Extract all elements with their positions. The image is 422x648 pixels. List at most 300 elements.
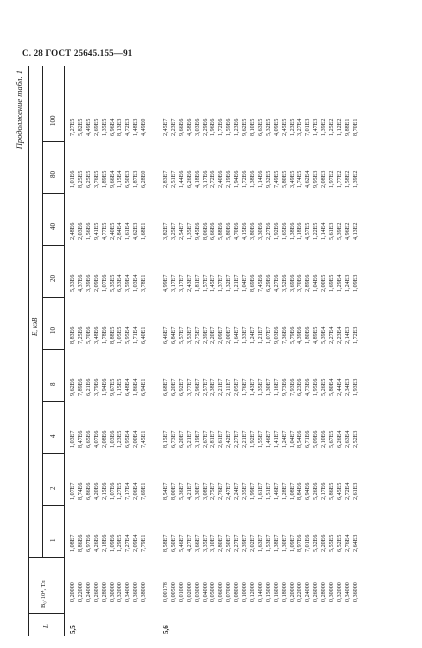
energy-value-column bbox=[70, 327, 149, 344]
table-cell: 2,51E7 bbox=[170, 170, 177, 188]
table-cell: 1,07E7 bbox=[70, 482, 76, 500]
table-cell: 2,14E3 bbox=[344, 326, 351, 344]
table-cell: 2,34E3 bbox=[344, 378, 351, 396]
table-cell: 9,41E5 bbox=[93, 222, 100, 240]
table-cell: 2,63E4 bbox=[344, 430, 351, 448]
table-cell: 5,67E5 bbox=[329, 430, 336, 448]
table-cell: 1,27E5 bbox=[117, 482, 124, 500]
table-cell: 6,71E6 bbox=[305, 430, 312, 448]
b-value: 0,30000 bbox=[329, 582, 336, 602]
table-cell: 2,48E6 bbox=[70, 222, 76, 240]
table-cell: 2,75E7 bbox=[194, 326, 201, 344]
table-cell: 4,15E6 bbox=[242, 222, 249, 240]
table-cell: 6,25E5 bbox=[85, 170, 92, 188]
table-cell: 2,09E4 bbox=[133, 534, 140, 552]
table-cell: 4,09E5 bbox=[273, 118, 280, 136]
energy-header-rule bbox=[42, 66, 43, 558]
energy-header-10: 10 bbox=[49, 327, 57, 334]
table-cell: 1,04E7 bbox=[242, 274, 249, 292]
table-cell: 9,62E5 bbox=[242, 118, 249, 136]
table-cell: 3,78E1 bbox=[141, 274, 148, 292]
table-cell: 1,63E7 bbox=[257, 534, 264, 552]
table-cell: 1,07E7 bbox=[265, 326, 272, 344]
table-cell: 4,49E5 bbox=[85, 118, 92, 136]
table-cell: 1,12E2 bbox=[336, 118, 343, 136]
table-cell: 1,46E7 bbox=[265, 430, 272, 448]
table-cell: 9,66E4 bbox=[109, 170, 116, 188]
table-cell: 1,61E7 bbox=[257, 482, 264, 500]
table-cell: 1,14E6 bbox=[257, 170, 264, 188]
table-cell: 2,45E7 bbox=[163, 118, 169, 136]
b-value: 0,36000 bbox=[133, 582, 140, 602]
table-cell: 3,17E6 bbox=[202, 170, 209, 188]
table-cell: 6,66E6 bbox=[210, 222, 217, 240]
energy-col-divider bbox=[42, 245, 64, 246]
table-cell: 8,70E1 bbox=[352, 118, 359, 136]
table-cell: 1,89E5 bbox=[101, 170, 108, 188]
table-cell: 1,24E3 bbox=[344, 274, 351, 292]
table-cell: 7,69E1 bbox=[141, 482, 148, 500]
table-cell: 8,13E3 bbox=[117, 118, 124, 136]
table-cell: 1,61E4 bbox=[125, 222, 132, 240]
table-cell: 2,21E7 bbox=[242, 430, 249, 448]
energy-col-divider bbox=[42, 193, 64, 194]
table-cell: 6,23E6 bbox=[297, 378, 304, 396]
table-cell: 5,57E7 bbox=[178, 326, 185, 344]
table-cell: 1,87E3 bbox=[133, 170, 140, 188]
b-value: 0,03000 bbox=[194, 582, 201, 602]
block-l-value: 5,6 bbox=[162, 625, 170, 634]
table-cell: 2,24E7 bbox=[234, 482, 241, 500]
energy-value-column bbox=[163, 535, 361, 552]
table-cell: 6,65E6 bbox=[85, 430, 92, 448]
table-cell: 1,39E2 bbox=[321, 118, 328, 136]
table-cell: 1,32E7 bbox=[226, 274, 233, 292]
table-cell: 2,09E7 bbox=[218, 326, 225, 344]
table-cell: 4,39E6 bbox=[297, 326, 304, 344]
table-cell: 1,41E7 bbox=[273, 430, 280, 448]
table-cell: 8,15E7 bbox=[163, 430, 169, 448]
table-cell: 6,68E7 bbox=[163, 378, 169, 396]
table-cell: 1,08E7 bbox=[289, 482, 296, 500]
table-cell: 1,05E5 bbox=[117, 326, 124, 344]
energy-col-divider bbox=[42, 401, 64, 402]
energy-header-100: 100 bbox=[49, 115, 57, 126]
block-b-column bbox=[163, 582, 361, 602]
b-value: 0,22000 bbox=[297, 582, 304, 602]
table-cell: 2,02E7 bbox=[249, 534, 256, 552]
table-cell: 2,43E7 bbox=[186, 274, 193, 292]
table-cell: 6,63E5 bbox=[257, 118, 264, 136]
table-cell: 8,00E7 bbox=[170, 482, 177, 500]
table-cell: 2,67E7 bbox=[202, 430, 209, 448]
b-value: 0,30000 bbox=[109, 582, 116, 602]
b-value: 0,00178 bbox=[163, 582, 169, 602]
b-value: 0,32000 bbox=[336, 582, 343, 602]
table-cell: 5,80E4 bbox=[329, 378, 336, 396]
energy-header-20: 20 bbox=[49, 275, 57, 282]
table-cell: 4,49E0 bbox=[141, 118, 148, 136]
table-cell: 2,19E6 bbox=[226, 170, 233, 188]
table-cell: 1,96E6 bbox=[210, 118, 217, 136]
table-cell: 3,30E7 bbox=[194, 482, 201, 500]
table-cell: 1,95E6 bbox=[313, 378, 320, 396]
table-cell: 2,39E7 bbox=[242, 534, 249, 552]
table-cell: 7,45E6 bbox=[257, 274, 264, 292]
table-cell: 2,09E6 bbox=[93, 274, 100, 292]
energy-value-column bbox=[70, 379, 149, 396]
table-cell: 1,29E5 bbox=[117, 534, 124, 552]
table-cell: 8,25E5 bbox=[77, 170, 84, 188]
table-cell: 1,51E7 bbox=[265, 482, 272, 500]
energy-header-4: 4 bbox=[49, 434, 57, 438]
table-cell: 2,75E7 bbox=[210, 482, 217, 500]
table-cell: 2,08E6 bbox=[101, 430, 108, 448]
table-cell: 4,89E5 bbox=[313, 326, 320, 344]
table-cell: 7,25E6 bbox=[77, 326, 84, 344]
table-cell: 4,27E6 bbox=[273, 274, 280, 292]
b-value: 0,36000 bbox=[352, 582, 359, 602]
table-cell: 2,47E7 bbox=[226, 482, 233, 500]
energy-header-40: 40 bbox=[49, 223, 57, 230]
energy-value-column bbox=[70, 483, 149, 500]
table-cell: 6,48E4 bbox=[125, 378, 132, 396]
table-cell: 5,32E6 bbox=[313, 534, 320, 552]
header-b: B₀·10⁴, Тл bbox=[40, 580, 47, 608]
table-cell: 4,37E6 bbox=[77, 274, 84, 292]
b-value: 0,02000 bbox=[186, 582, 193, 602]
table-cell: 2,29E6 bbox=[202, 118, 209, 136]
table-cell: 5,95E4 bbox=[125, 326, 132, 344]
table-cell: 7,45E1 bbox=[141, 430, 148, 448]
b-value: 0,08000 bbox=[234, 582, 241, 602]
table-cell: 1,81E7 bbox=[194, 274, 201, 292]
b-value: 0,20000 bbox=[70, 582, 76, 602]
table-cell: 1,43E7 bbox=[249, 378, 256, 396]
table-cell: 5,46E7 bbox=[178, 534, 185, 552]
table-cell: 2,20E6 bbox=[321, 534, 328, 552]
table-cell: 2,83E7 bbox=[163, 170, 169, 188]
table-cell: 6,96E4 bbox=[109, 118, 116, 136]
table-cell: 9,73E6 bbox=[281, 378, 288, 396]
table-cell: 1,93E3 bbox=[352, 378, 359, 396]
table-cell: 2,35E7 bbox=[242, 482, 249, 500]
table-cell: 6,45E5 bbox=[336, 482, 343, 500]
table-cell: 2,76E7 bbox=[218, 482, 225, 500]
table-cell: 2,39E7 bbox=[202, 326, 209, 344]
table-cell: 8,10E5 bbox=[249, 118, 256, 136]
table-cell: 8,47E6 bbox=[77, 430, 84, 448]
col-divider-l bbox=[28, 613, 64, 614]
table-cell: 1,46E7 bbox=[273, 482, 280, 500]
table-cell: 5,32E5 bbox=[265, 118, 272, 136]
b-value: 0,34000 bbox=[344, 582, 351, 602]
table-cell: 1,15E4 bbox=[117, 170, 124, 188]
table-cell: 4,27E7 bbox=[186, 534, 193, 552]
table-cell: 4,62E3 bbox=[133, 222, 140, 240]
table-cell: 1,29E4 bbox=[336, 274, 343, 292]
table-cell: 1,56E6 bbox=[85, 222, 92, 240]
table-cell: 1,38E6 bbox=[289, 222, 296, 240]
table-cell: 6,33E4 bbox=[117, 274, 124, 292]
table-cell: 2,23E4 bbox=[336, 326, 343, 344]
table-cell: 1,30E7 bbox=[265, 378, 272, 396]
table-cell: 5,82E5 bbox=[77, 118, 84, 136]
table-cell: 1,94E6 bbox=[234, 170, 241, 188]
table-cell: 1,99E7 bbox=[249, 482, 256, 500]
running-head: С. 28 ГОСТ 25645.155—91 bbox=[22, 48, 133, 58]
table-cell: 2,27E6 bbox=[265, 222, 272, 240]
b-value: 0,20000 bbox=[289, 582, 296, 602]
table-cell: 3,69E6 bbox=[289, 274, 296, 292]
energy-value-column bbox=[163, 379, 361, 396]
table-cell: 1,86E4 bbox=[133, 378, 140, 396]
table-cell: 1,03E4 bbox=[133, 274, 140, 292]
table-cell: 3,70E6 bbox=[297, 274, 304, 292]
table-cell: 2,84E4 bbox=[117, 222, 124, 240]
energy-value-column bbox=[163, 119, 361, 136]
table-cell: 1,68E1 bbox=[141, 222, 148, 240]
table-cell: 9,67E5 bbox=[109, 378, 116, 396]
table-cell: 3,19E7 bbox=[194, 430, 201, 448]
table-cell: 4,07E6 bbox=[93, 430, 100, 448]
b-value: 0,26000 bbox=[313, 582, 320, 602]
table-cell: 1,48E3 bbox=[133, 118, 140, 136]
table-cell: 4,72E3 bbox=[125, 118, 132, 136]
table-cell: 7,17E4 bbox=[125, 482, 132, 500]
table-cell: 1,09E3 bbox=[352, 274, 359, 292]
b-value: 0,18000 bbox=[281, 582, 288, 602]
table-cell: 2,27E7 bbox=[234, 430, 241, 448]
table-cell: 3,53E7 bbox=[186, 326, 193, 344]
table-cell: 1,04E7 bbox=[289, 430, 296, 448]
table-cell: 9,88E1 bbox=[344, 118, 351, 136]
table-cell: 1,65E6 bbox=[281, 222, 288, 240]
table-cell: 1,21E7 bbox=[234, 274, 241, 292]
table-cell: 6,21E6 bbox=[85, 378, 92, 396]
table-cell: 4,96E2 bbox=[344, 222, 351, 240]
energy-value-column bbox=[70, 535, 149, 552]
table-cell: 1,45E7 bbox=[210, 274, 217, 292]
b-value: 0,04000 bbox=[202, 582, 209, 602]
table-cell: 1,23E5 bbox=[289, 118, 296, 136]
table-cell: 2,76E4 bbox=[344, 534, 351, 552]
table-cell: 5,36E7 bbox=[178, 482, 185, 500]
energy-header-2: 2 bbox=[49, 486, 57, 490]
energy-header-1: 1 bbox=[49, 538, 57, 542]
table-cell: 1,21E7 bbox=[257, 326, 264, 344]
table-cell: 1,01E6 bbox=[70, 170, 76, 188]
table-cell: 2,61E3 bbox=[352, 482, 359, 500]
table-cell: 2,05E7 bbox=[234, 378, 241, 396]
table-cell: 5,55E5 bbox=[329, 534, 336, 552]
table-cell: 8,84E6 bbox=[297, 482, 304, 500]
table-cell: 6,73E7 bbox=[170, 430, 177, 448]
table-cell: 7,01E6 bbox=[305, 534, 312, 552]
table-cell: 2,72E6 bbox=[210, 170, 217, 188]
table-cell: 2,23E7 bbox=[170, 118, 177, 136]
table-cell: 2,61E7 bbox=[218, 430, 225, 448]
table-cell: 2,21E7 bbox=[218, 378, 225, 396]
table-cell: 6,84E7 bbox=[170, 326, 177, 344]
table-cell: 2,00E5 bbox=[321, 274, 328, 292]
table-top-rule bbox=[28, 66, 29, 636]
b-value: 0,16000 bbox=[273, 582, 280, 602]
table-cell: 3,35E7 bbox=[202, 534, 209, 552]
table-cell: 5,39E2 bbox=[336, 222, 343, 240]
table-cell: 1,18E6 bbox=[297, 222, 304, 240]
b-value: 0,28000 bbox=[321, 582, 328, 602]
table-cell: 4,73E6 bbox=[305, 378, 312, 396]
table-cell: 9,45E6 bbox=[194, 222, 201, 240]
table-cell: 7,49E5 bbox=[273, 170, 280, 188]
table-cell: 9,32E5 bbox=[265, 170, 272, 188]
table-cell: 1,03E6 bbox=[109, 430, 116, 448]
table-cell: 5,70E6 bbox=[85, 326, 92, 344]
b-value: 0,07000 bbox=[226, 582, 233, 602]
table-cell: 8,83E6 bbox=[70, 326, 76, 344]
table-cell: 2,18E6 bbox=[101, 534, 108, 552]
table-cell: 3,52E6 bbox=[281, 274, 288, 292]
table-cell: 6,86E6 bbox=[85, 482, 92, 500]
table-cell: 1,22E5 bbox=[313, 222, 320, 240]
table-cell: 1,57E7 bbox=[202, 274, 209, 292]
table-cell: 5,39E4 bbox=[321, 326, 328, 344]
table-cell: 2,03E6 bbox=[77, 222, 84, 240]
energy-value-column bbox=[163, 483, 361, 500]
table-cell: 3,59E4 bbox=[125, 274, 132, 292]
table-cell: 1,76E7 bbox=[242, 378, 249, 396]
table-cell: 6,20E7 bbox=[178, 430, 185, 448]
table-cell: 2,69E5 bbox=[93, 118, 100, 136]
b-value: 0,24000 bbox=[85, 582, 92, 602]
table-cell: 8,54E6 bbox=[297, 430, 304, 448]
table-cell: 2,54E7 bbox=[178, 222, 185, 240]
table-cell: 1,92E7 bbox=[249, 430, 256, 448]
table-cell: 2,20E7 bbox=[210, 326, 217, 344]
table-cell: 2,15E6 bbox=[101, 482, 108, 500]
table-cell: 4,21E7 bbox=[186, 482, 193, 500]
table-cell: 2,96E7 bbox=[194, 378, 201, 396]
table-cell: 1,33E7 bbox=[242, 326, 249, 344]
table-cell: 8,06E6 bbox=[202, 222, 209, 240]
table-cell: 4,18E6 bbox=[194, 170, 201, 188]
table-cell: 2,17E6 bbox=[321, 482, 328, 500]
energy-value-column bbox=[163, 431, 361, 448]
table-cell: 8,69E6 bbox=[249, 274, 256, 292]
b-value: 0,38000 bbox=[141, 582, 148, 602]
b-value: 0,06000 bbox=[218, 582, 225, 602]
table-cell: 9,62E6 bbox=[70, 378, 76, 396]
b-value: 0,32000 bbox=[117, 582, 124, 602]
table-cell: 1,92E6 bbox=[273, 222, 280, 240]
table-cell: 4,58E6 bbox=[186, 118, 193, 136]
table-cell: 1,64E7 bbox=[234, 326, 241, 344]
table-cell: 1,71E4 bbox=[133, 326, 140, 344]
table-cell: 7,01E3 bbox=[305, 118, 312, 136]
b-value: 0,34000 bbox=[125, 582, 132, 602]
table-cell: 3,79E6 bbox=[93, 378, 100, 396]
b-value: 0,14000 bbox=[257, 582, 264, 602]
table-cell: 1,58E2 bbox=[344, 170, 351, 188]
table-cell: 2,72E4 bbox=[344, 482, 351, 500]
table-cell: 1,37E7 bbox=[218, 274, 225, 292]
table-cell: 6,95E4 bbox=[125, 430, 132, 448]
table-cell: 2,40E5 bbox=[109, 222, 116, 240]
table-cell: 2,52E3 bbox=[352, 430, 359, 448]
table-cell: 1,04E6 bbox=[313, 274, 320, 292]
table-cell: 5,80E6 bbox=[226, 222, 233, 240]
table-cell: 2,81E7 bbox=[210, 430, 217, 448]
table-cell: 5,21E7 bbox=[186, 430, 193, 448]
table-cell: 8,74E6 bbox=[77, 482, 84, 500]
table-cell: 1,09E7 bbox=[289, 534, 296, 552]
table-cell: 1,23E6 bbox=[234, 118, 241, 136]
table-cell: 3,82E7 bbox=[163, 222, 169, 240]
table-continuation-label: Продолжение табл. 1 bbox=[14, 70, 24, 150]
table-cell: 2,08E3 bbox=[321, 170, 328, 188]
energy-col-divider bbox=[42, 557, 64, 558]
table-cell: 5,33E6 bbox=[70, 274, 76, 292]
table-cell: 3,30E6 bbox=[257, 222, 264, 240]
table-cell: 1,53E7 bbox=[265, 534, 272, 552]
energy-value-column bbox=[163, 327, 361, 344]
table-cell: 2,27E7 bbox=[234, 534, 241, 552]
table-cell: 1,28E7 bbox=[281, 482, 288, 500]
energy-value-column bbox=[163, 171, 361, 188]
b-value: 0,24000 bbox=[305, 582, 312, 602]
table-cell: 5,80E5 bbox=[281, 170, 288, 188]
table-cell: 5,88E6 bbox=[218, 222, 225, 240]
table-cell: 3,77E7 bbox=[186, 378, 193, 396]
table-cell: 4,20E6 bbox=[93, 482, 100, 500]
table-cell: 6,40E1 bbox=[141, 326, 148, 344]
table-cell: 2,44E4 bbox=[336, 378, 343, 396]
table-cell: 2,06E4 bbox=[133, 482, 140, 500]
table-cell: 6,26E6 bbox=[186, 170, 193, 188]
table-cell: 3,66E7 bbox=[194, 534, 201, 552]
table-header-bottom-rule bbox=[64, 66, 65, 636]
table-cell: 8,97E6 bbox=[297, 534, 304, 552]
table-cell: 6,94E1 bbox=[141, 378, 148, 396]
table-cell: 1,72E6 bbox=[242, 170, 249, 188]
table-cell: 3,49E5 bbox=[289, 170, 296, 188]
table-cell: 2,40E6 bbox=[218, 170, 225, 188]
b-value: 0,10000 bbox=[242, 582, 249, 602]
table-cell: 1,24E7 bbox=[281, 430, 288, 448]
table-cell: 4,77E5 bbox=[101, 222, 108, 240]
table-cell: 6,50E7 bbox=[170, 534, 177, 552]
table-cell: 1,80E6 bbox=[305, 326, 312, 344]
table-cell: 1,97E2 bbox=[329, 170, 336, 188]
energy-col-divider bbox=[42, 297, 64, 298]
block-b-column bbox=[70, 582, 149, 602]
table-cell: 5,86E5 bbox=[329, 482, 336, 500]
energy-col-divider bbox=[42, 505, 64, 506]
table-cell: 1,14E4 bbox=[321, 222, 328, 240]
table-cell: 2,57E7 bbox=[202, 378, 209, 396]
energy-col-divider bbox=[42, 453, 64, 454]
table-cell: 1,35E7 bbox=[186, 222, 193, 240]
table-cell: 2,27E4 bbox=[329, 326, 336, 344]
table-cell: 3,27E4 bbox=[297, 118, 304, 136]
table-cell: 1,23E5 bbox=[117, 430, 124, 448]
table-cell: 1,07E6 bbox=[109, 482, 116, 500]
b-value: 0,01000 bbox=[178, 582, 185, 602]
table-cell: 3,80E6 bbox=[249, 222, 256, 240]
table-cell: 3,25E7 bbox=[170, 222, 177, 240]
table-cell: 1,72E3 bbox=[352, 326, 359, 344]
